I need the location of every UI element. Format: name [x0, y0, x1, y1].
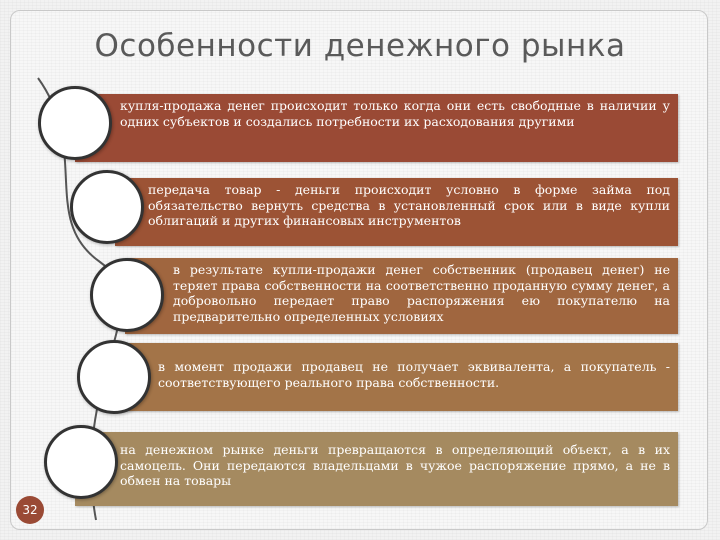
- list-item-bullet: [38, 86, 112, 160]
- list-item-bar: [75, 94, 678, 162]
- list-item-bullet: [77, 340, 151, 414]
- slide-title: Особенности денежного рынка: [94, 28, 626, 64]
- page-number-badge: 32: [16, 496, 44, 524]
- list-item-text: передача товар - деньги происходит условно в форме займа под обязательство вернуть средства в установленный срок или в виде купли облигаций и других финансовых инструментов: [148, 182, 670, 228]
- list-item-bar: [115, 343, 678, 411]
- list-item-text: купля-продажа денег происходит только когда они есть свободные в наличии у одних субъектов и создались потребности их расходования другими: [120, 98, 670, 129]
- list-item-bullet: [70, 170, 144, 244]
- list-item-text: на денежном рынке деньги превращаются в определяющий объект, а в их самоцель. Они передаются владельцами в чужое распоряжение прямо, а не в обмен на товары: [120, 442, 670, 488]
- list-item-bullet: [44, 425, 118, 499]
- list-item-bar: [75, 432, 678, 506]
- list-item-text: в результате купли-продажи денег собственник (продавец денег) не теряет права собственности на соответственно проданную сумму денег, а добровольно передает право распоряжения ею покупателю на предварительно определенных условиях: [173, 262, 670, 324]
- list-item-text: в момент продажи продавец не получает эквивалента, а покупатель - соответствующего реального права собственности.: [158, 359, 670, 390]
- list-item-bar: [125, 258, 678, 334]
- list-item-bar: [115, 178, 678, 246]
- list-item-bullet: [90, 258, 164, 332]
